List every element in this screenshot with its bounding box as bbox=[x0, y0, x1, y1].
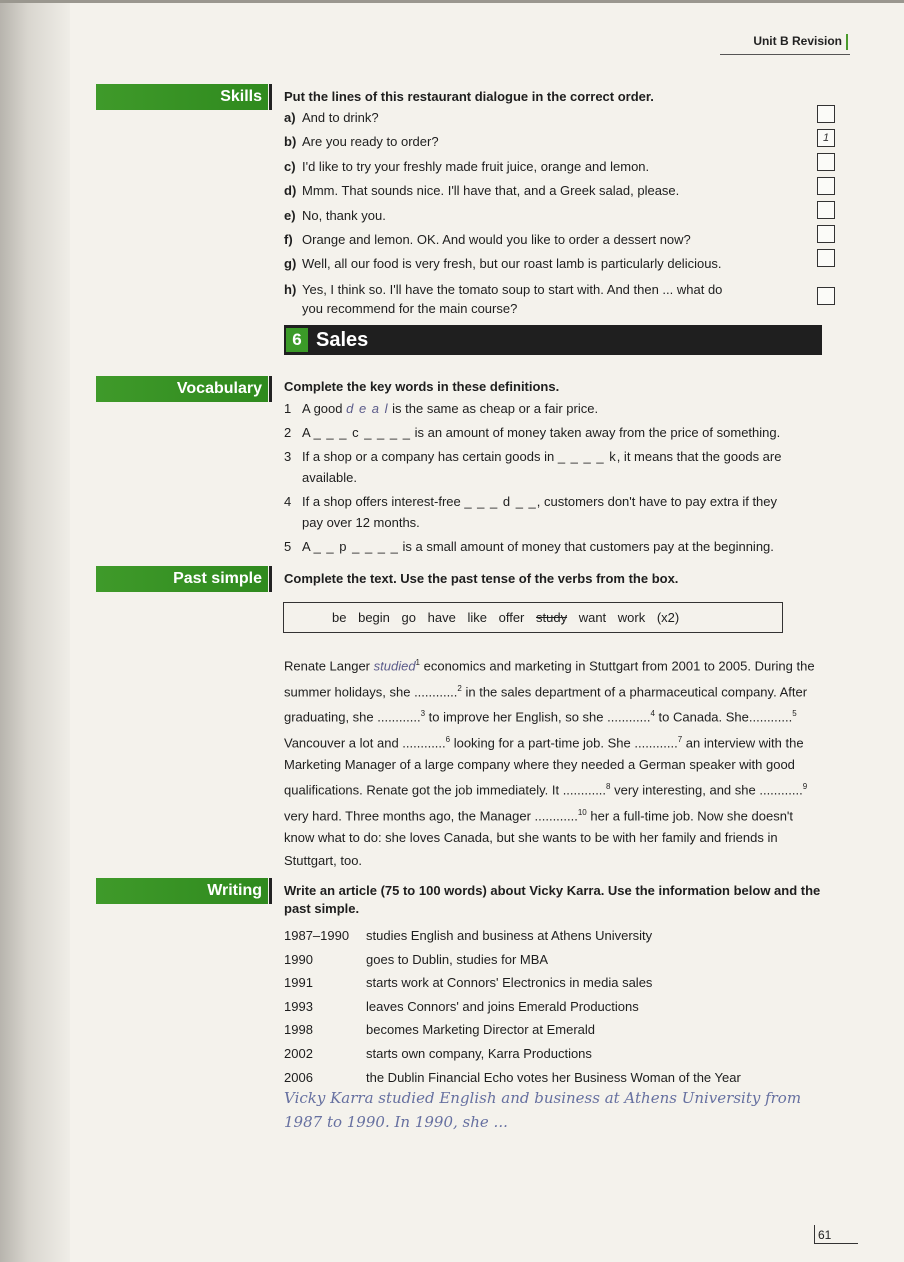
skills-dialogue-list bbox=[284, 106, 722, 318]
verb-word: go bbox=[401, 610, 416, 625]
list-item: 5 A _ _ p _ _ _ _ is a small amount of money that customers pay at the beginning. bbox=[284, 539, 774, 554]
gap-5[interactable]: ............ bbox=[748, 709, 793, 725]
list-item: d) Mmm. That sounds nice. I'll have that, and a Greek salad, please. bbox=[284, 183, 680, 199]
section-number: 6 bbox=[286, 328, 308, 352]
word-blank[interactable]: _ _ p _ _ _ _ bbox=[313, 539, 399, 554]
gap-9[interactable]: ............ bbox=[759, 782, 803, 798]
skills-instruction: Put the lines of this restaurant dialogue in the correct order. bbox=[284, 89, 654, 104]
header-rule bbox=[720, 54, 850, 55]
list-item: f) Orange and lemon. OK. And would you like to order a dessert now? bbox=[284, 232, 691, 248]
verb-box bbox=[283, 602, 783, 633]
gap-answer-1[interactable]: studied bbox=[373, 658, 416, 674]
writing-label: Writing bbox=[96, 878, 268, 904]
list-item: 2 A _ _ _ c _ _ _ _ is an amount of money taken away from the price of something. bbox=[284, 425, 781, 440]
verb-word: want bbox=[578, 610, 607, 625]
verb-word: begin bbox=[358, 610, 390, 625]
page-number-bar bbox=[814, 1225, 815, 1243]
list-item: c) I'd like to try your freshly made fruit juice, orange and lemon. bbox=[284, 158, 650, 174]
timeline-list bbox=[284, 924, 741, 1089]
gap-8[interactable]: ............ bbox=[562, 782, 607, 798]
verb-word: be bbox=[332, 610, 347, 625]
gap-fill-passage: Renate Langer studied$^1$ economics and marketing in Stuttgart from 2001 to 2005. During the summer holidays, she ............$^2$ in the sales department of a pharmaceutical company. After graduating, she ............$^3$ to improve her English, so she ............$^4$ to Canada. She............$^5$ Vancouver a lot and ............$^6$ looking for a part-time job. She ............$^7$ an interview with the Marketing Manager of a large company where they needed a German speaker with good qualifications. Renate got the job immediately. It ............$^8$ very interesting, and she ............$^9$ very hard. Three months ago, the Manager ............$^{10}$ her a full-time job. Now she doesn't know what to do: she loves Canada, but she wants to be with her family and friends in Stuttgart, too. bbox=[284, 658, 815, 868]
answer-box-h[interactable] bbox=[817, 287, 835, 305]
gap-4[interactable]: ............ bbox=[607, 709, 651, 725]
list-item: 2006 the Dublin Financial Echo votes her Business Woman of the Year bbox=[284, 1069, 741, 1085]
gap-2[interactable]: ............ bbox=[414, 683, 458, 699]
verb-word: like bbox=[467, 610, 487, 625]
answer-box-f[interactable] bbox=[817, 225, 835, 243]
writing-instruction: Write an article (75 to 100 words) about Vicky Karra. Use the information below and the past simple. bbox=[284, 883, 821, 916]
gap-6[interactable]: ............ bbox=[402, 734, 446, 750]
answer-box-c[interactable] bbox=[817, 153, 835, 171]
answer-box-b[interactable]: 1 bbox=[817, 129, 835, 147]
example-handwriting: Vicky Karra studied English and business at Athens University from 1987 to 1990. In 1990, she ... bbox=[284, 1089, 802, 1131]
gap-7[interactable]: ............ bbox=[634, 734, 678, 750]
list-item: g) Well, all our food is very fresh, but our roast lamb is particularly delicious. bbox=[284, 256, 722, 272]
answer-box-g[interactable] bbox=[817, 249, 835, 267]
gap-10[interactable]: ............ bbox=[534, 808, 578, 824]
answer-box-a[interactable] bbox=[817, 105, 835, 123]
past-simple-instruction: Complete the text. Use the past tense of the verbs from the box. bbox=[284, 571, 679, 586]
list-item: a) And to drink? bbox=[284, 110, 379, 125]
vocabulary-instruction: Complete the key words in these definitions. bbox=[284, 379, 560, 394]
list-item: 1 A good d e a l is the same as cheap or a fair price. bbox=[284, 401, 599, 416]
list-item: 1990 goes to Dublin, studies for MBA bbox=[284, 951, 549, 967]
verb-word: have bbox=[427, 610, 456, 625]
word-blank[interactable]: _ _ _ _ k bbox=[557, 449, 617, 464]
answer-box-d[interactable] bbox=[817, 177, 835, 195]
list-item: e) No, thank you. bbox=[284, 207, 386, 223]
page-number: 61 bbox=[818, 1228, 831, 1242]
list-item: 4 If a shop offers interest-free _ _ _ d _ _, customers don't have to pay extra if they pay over 12 months. bbox=[284, 494, 778, 530]
list-item: 3 If a shop or a company has certain goods in _ _ _ _ k, it means that the goods are available. bbox=[284, 449, 782, 485]
answer-box-e[interactable] bbox=[817, 201, 835, 219]
word-blank[interactable]: _ _ _ d _ _ bbox=[464, 494, 537, 509]
list-item: 2002 starts own company, Karra Productions bbox=[284, 1045, 592, 1061]
verb-word-crossed: study bbox=[536, 610, 568, 625]
list-item: 1998 becomes Marketing Director at Emerald bbox=[284, 1022, 596, 1038]
list-item: b) Are you ready to order? bbox=[284, 134, 439, 150]
unit-title: Unit B Revision bbox=[753, 34, 842, 49]
list-item: h) Yes, I think so. I'll have the tomato soup to start with. And then ... what do you recommend for the main course? bbox=[284, 281, 723, 316]
header-accent-bar bbox=[846, 34, 848, 50]
list-item: 1991 starts work at Connors' Electronics in media sales bbox=[284, 975, 653, 991]
verb-word: offer bbox=[498, 610, 525, 625]
list-item: 1987–1990 studies English and business at Athens University bbox=[284, 928, 653, 943]
page-gutter-shadow bbox=[0, 0, 70, 1262]
vocabulary-list bbox=[284, 398, 781, 557]
list-item: 1993 leaves Connors' and joins Emerald Productions bbox=[284, 998, 639, 1014]
verb-word: work (x2) bbox=[617, 610, 680, 625]
section-title: Sales bbox=[316, 329, 369, 351]
unit-header bbox=[753, 34, 848, 50]
word-blank[interactable]: _ _ _ c _ _ _ _ bbox=[313, 425, 411, 440]
filled-blank[interactable]: d e a l bbox=[346, 401, 389, 416]
page-number-underline bbox=[814, 1243, 858, 1244]
skills-label: Skills bbox=[96, 84, 268, 110]
gap-3[interactable]: ............ bbox=[377, 709, 421, 725]
vocabulary-label: Vocabulary bbox=[96, 376, 268, 402]
page-top-edge bbox=[0, 0, 904, 3]
past-simple-label: Past simple bbox=[96, 566, 268, 592]
